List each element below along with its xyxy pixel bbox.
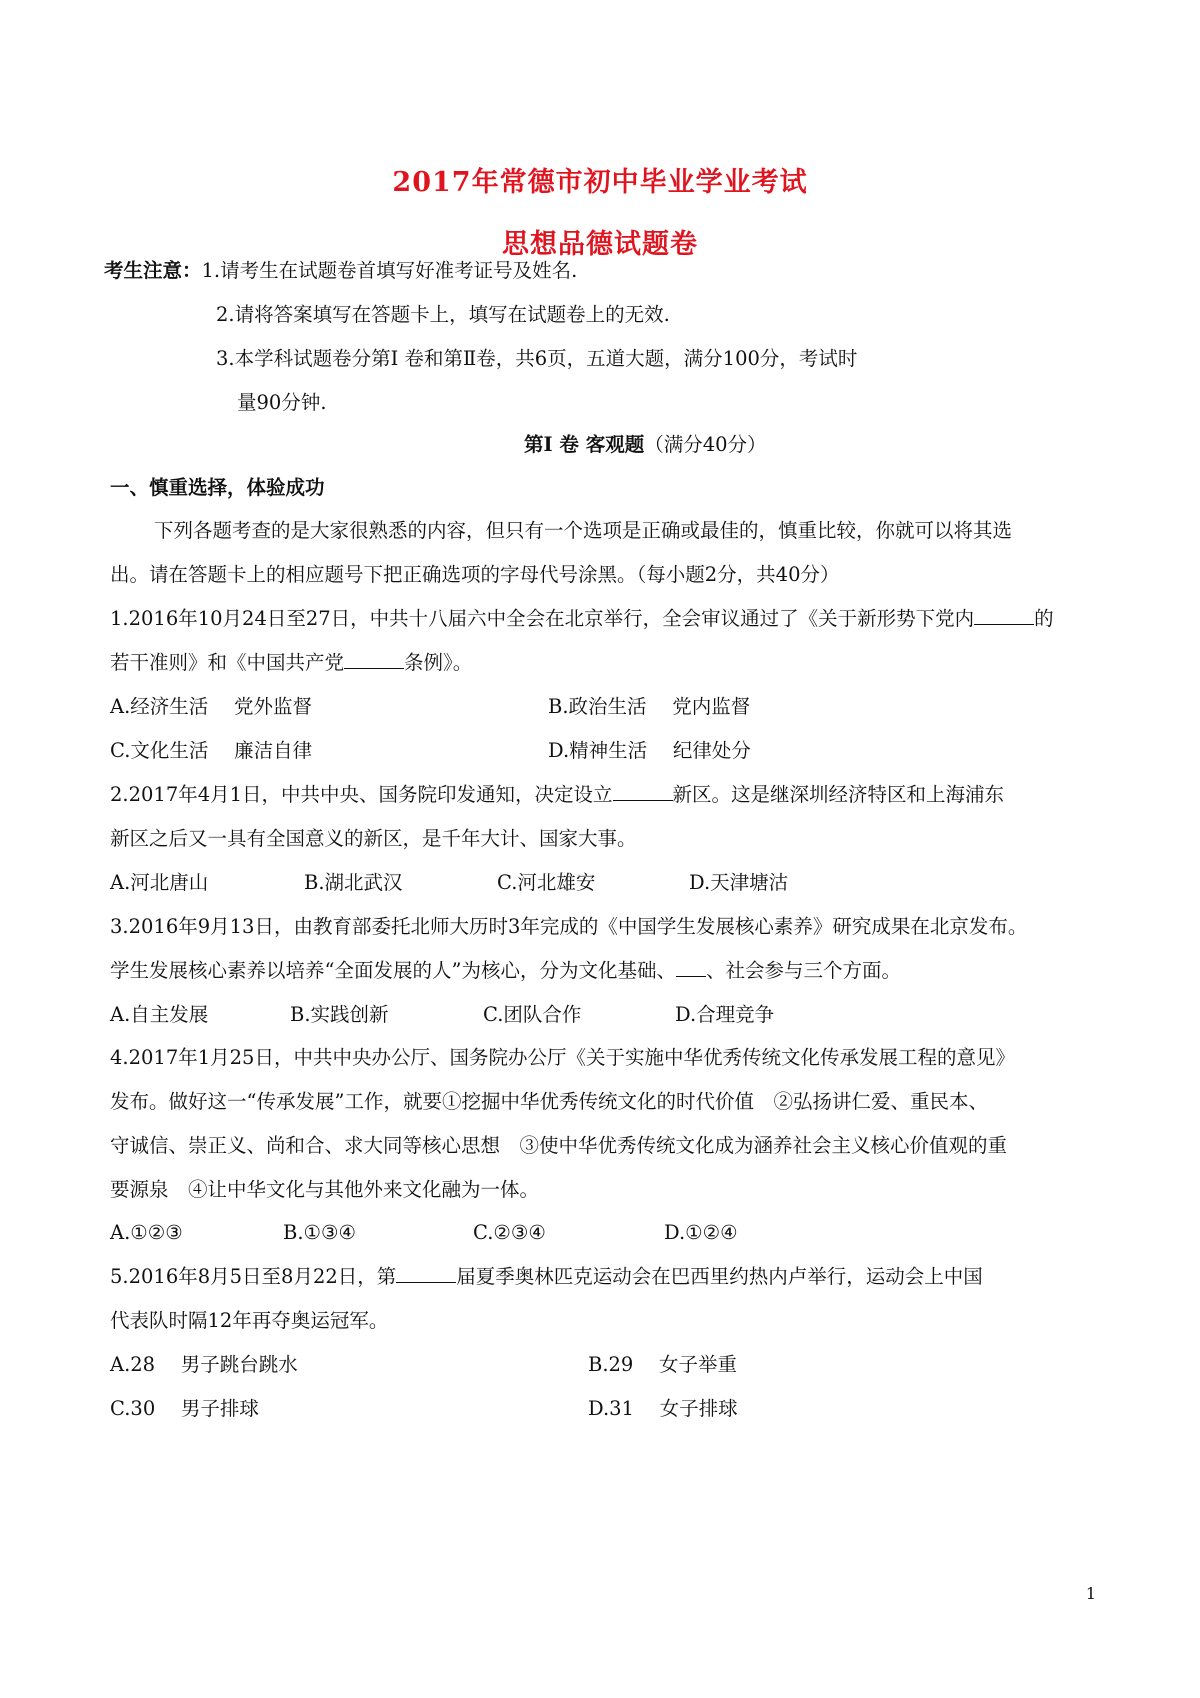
q4-option-b: B.①③④ bbox=[283, 1221, 356, 1244]
q1-stem-2a: 若干准则》和《中国共产党 bbox=[110, 651, 345, 674]
q5-option-b: B.29 女子举重 bbox=[588, 1353, 738, 1376]
q3-option-c: C.团队合作 bbox=[483, 1003, 582, 1026]
q5-option-c: C.30 男子排球 bbox=[110, 1397, 259, 1420]
notice-line-1 bbox=[104, 258, 577, 284]
notice-label: 考生注意： bbox=[104, 259, 202, 282]
q5-stem-1b: 届夏季奥林匹克运动会在巴西里约热内卢举行，运动会上中国 bbox=[456, 1265, 983, 1288]
q3-option-b: B.实践创新 bbox=[290, 1003, 389, 1026]
q1-stem-1 bbox=[110, 606, 1054, 632]
q5-stem-2: 代表队时隔12年再夺奥运冠军。 bbox=[110, 1309, 389, 1332]
q2-blank bbox=[613, 782, 673, 801]
q3-option-a: A.自主发展 bbox=[110, 1003, 209, 1026]
q5-stem-1 bbox=[110, 1264, 983, 1290]
q1-option-b: B.政治生活 党内监督 bbox=[548, 695, 751, 718]
q4-option-a: A.①②③ bbox=[110, 1221, 183, 1244]
q5-option-a: A.28 男子跳台跳水 bbox=[110, 1353, 298, 1376]
q2-stem-1 bbox=[110, 782, 1004, 808]
q1-stem-1a: 1.2016年10月24日至27日，中共十八届六中全会在北京举行，全会审议通过了《关于新形势下党内 bbox=[110, 607, 975, 630]
q1-stem-2 bbox=[110, 650, 472, 676]
part1-title-main: 第Ⅰ 卷 客观题 bbox=[524, 433, 645, 456]
q1-blank-2 bbox=[344, 650, 404, 669]
q3-stem-2b: 、社会参与三个方面。 bbox=[705, 959, 901, 982]
q2-option-b: B.湖北武汉 bbox=[304, 871, 403, 894]
q5-blank bbox=[396, 1264, 456, 1283]
part1-title-score: （满分40分） bbox=[644, 433, 767, 456]
notice-item-3a: 3.本学科试题卷分第Ⅰ 卷和第Ⅱ卷，共6页，五道大题，满分100分，考试时 bbox=[216, 347, 858, 370]
q2-option-c: C.河北雄安 bbox=[497, 871, 596, 894]
q1-stem-1b: 的 bbox=[1034, 607, 1054, 630]
notice-item-1: 1.请考生在试题卷首填写好准考证号及姓名. bbox=[201, 259, 578, 282]
q5-stem-1a: 5.2016年8月5日至8月22日，第 bbox=[110, 1265, 397, 1288]
q2-option-d: D.天津塘沽 bbox=[689, 871, 789, 894]
notice-item-2: 2.请将答案填写在答题卡上，填写在试题卷上的无效. bbox=[216, 303, 670, 326]
exam-title: 2017年常德市初中毕业学业考试 bbox=[392, 167, 808, 198]
q1-option-a: A.经济生活 党外监督 bbox=[110, 695, 312, 718]
exam-subtitle: 思想品德试题卷 bbox=[502, 229, 698, 260]
q2-stem-1b: 新区。这是继深圳经济特区和上海浦东 bbox=[672, 783, 1005, 806]
q1-option-d: D.精神生活 纪律处分 bbox=[548, 739, 751, 762]
q1-option-c: C.文化生活 廉洁自律 bbox=[110, 739, 313, 762]
q3-blank bbox=[676, 958, 706, 977]
section1-intro-2: 出。请在答题卡上的相应题号下把正确选项的字母代号涂黑。（每小题2分，共40分） bbox=[110, 563, 840, 586]
q4-stem-4: 要源泉 ④让中华文化与其他外来文化融为一体。 bbox=[110, 1178, 540, 1201]
section1-heading: 一、慎重选择，体验成功 bbox=[110, 476, 325, 499]
q1-blank-1 bbox=[974, 606, 1034, 625]
part1-title bbox=[524, 432, 767, 458]
q4-stem-2: 发布。做好这一“传承发展”工作，就要①挖掘中华优秀传统文化的时代价值 ②弘扬讲仁爱、重民本、 bbox=[110, 1090, 988, 1113]
q4-stem-3: 守诚信、崇正义、尚和合、求大同等核心思想 ③使中华优秀传统文化成为涵养社会主义核心价值观的重 bbox=[110, 1134, 1008, 1157]
q4-option-c: C.②③④ bbox=[473, 1221, 546, 1244]
notice-item-3b: 量90分钟. bbox=[237, 391, 327, 414]
q3-stem-1: 3.2016年9月13日，由教育部委托北师大历时3年完成的《中国学生发展核心素养》研究成果在北京发布。 bbox=[110, 915, 1028, 938]
q3-stem-2 bbox=[110, 958, 901, 984]
q4-option-d: D.①②④ bbox=[664, 1221, 738, 1244]
section1-intro-1: 下列各题考查的是大家很熟悉的内容，但只有一个选项是正确或最佳的，慎重比较，你就可以将其选 bbox=[154, 519, 1013, 542]
q3-stem-2a: 学生发展核心素养以培养“全面发展的人”为核心，分为文化基础、 bbox=[110, 959, 676, 982]
q2-stem-2: 新区之后又一具有全国意义的新区，是千年大计、国家大事。 bbox=[110, 827, 637, 850]
q2-stem-1a: 2.2017年4月1日，中共中央、国务院印发通知，决定设立 bbox=[110, 783, 613, 806]
q2-option-a: A.河北唐山 bbox=[110, 871, 209, 894]
q3-option-d: D.合理竞争 bbox=[675, 1003, 775, 1026]
q1-stem-2b: 条例》。 bbox=[404, 651, 473, 674]
q4-stem-1: 4.2017年1月25日，中共中央办公厅、国务院办公厅《关于实施中华优秀传统文化传承发展工程的意见》 bbox=[110, 1046, 1015, 1069]
page-number: 1 bbox=[1085, 1584, 1096, 1603]
q5-option-d: D.31 女子排球 bbox=[588, 1397, 738, 1420]
